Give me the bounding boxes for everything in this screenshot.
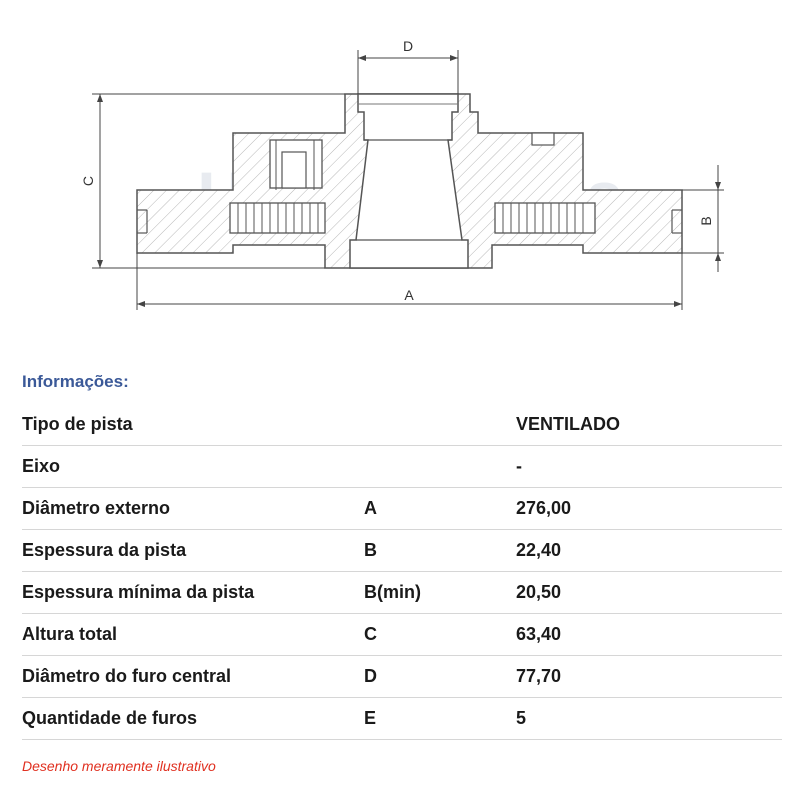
dimension-label-a: A	[404, 287, 414, 303]
spec-label: Espessura mínima da pista	[22, 572, 364, 614]
info-heading: Informações:	[22, 372, 129, 391]
table-row	[22, 446, 782, 488]
spec-value: 276,00	[516, 488, 782, 530]
table-row	[22, 656, 782, 698]
spec-label: Diâmetro externo	[22, 488, 364, 530]
spec-value: 5	[516, 698, 782, 740]
spec-table	[22, 404, 782, 740]
spec-code: B(min)	[364, 572, 516, 614]
spec-code	[364, 446, 516, 488]
spec-label: Quantidade de furos	[22, 698, 364, 740]
spec-code: D	[364, 656, 516, 698]
spec-label: Espessura da pista	[22, 530, 364, 572]
dimension-label-b: B	[698, 216, 714, 226]
spec-code: E	[364, 698, 516, 740]
spec-value: 77,70	[516, 656, 782, 698]
table-row	[22, 488, 782, 530]
right-vent-vanes	[495, 203, 595, 233]
spec-code: C	[364, 614, 516, 656]
table-row	[22, 530, 782, 572]
table-row	[22, 698, 782, 740]
central-bore	[350, 94, 468, 268]
spec-code	[364, 404, 516, 446]
spec-value: -	[516, 446, 782, 488]
spec-value: 22,40	[516, 530, 782, 572]
table-row	[22, 572, 782, 614]
dimension-label-c: C	[80, 175, 96, 187]
spec-label: Diâmetro do furo central	[22, 656, 364, 698]
spec-code: B	[364, 530, 516, 572]
dimension-label-d: D	[402, 38, 414, 54]
table-row	[22, 404, 782, 446]
left-vent-vanes	[230, 203, 325, 233]
spec-value: 63,40	[516, 614, 782, 656]
spec-value: 20,50	[516, 572, 782, 614]
disclaimer-note: Desenho meramente ilustrativo	[22, 758, 216, 774]
table-row	[22, 614, 782, 656]
spec-label: Eixo	[22, 446, 364, 488]
stud-hole	[270, 140, 322, 190]
spec-value: VENTILADO	[516, 404, 782, 446]
spec-code: A	[364, 488, 516, 530]
spec-label: Altura total	[22, 614, 364, 656]
brake-disc-cross-section-drawing	[0, 0, 800, 340]
spec-label: Tipo de pista	[22, 404, 364, 446]
